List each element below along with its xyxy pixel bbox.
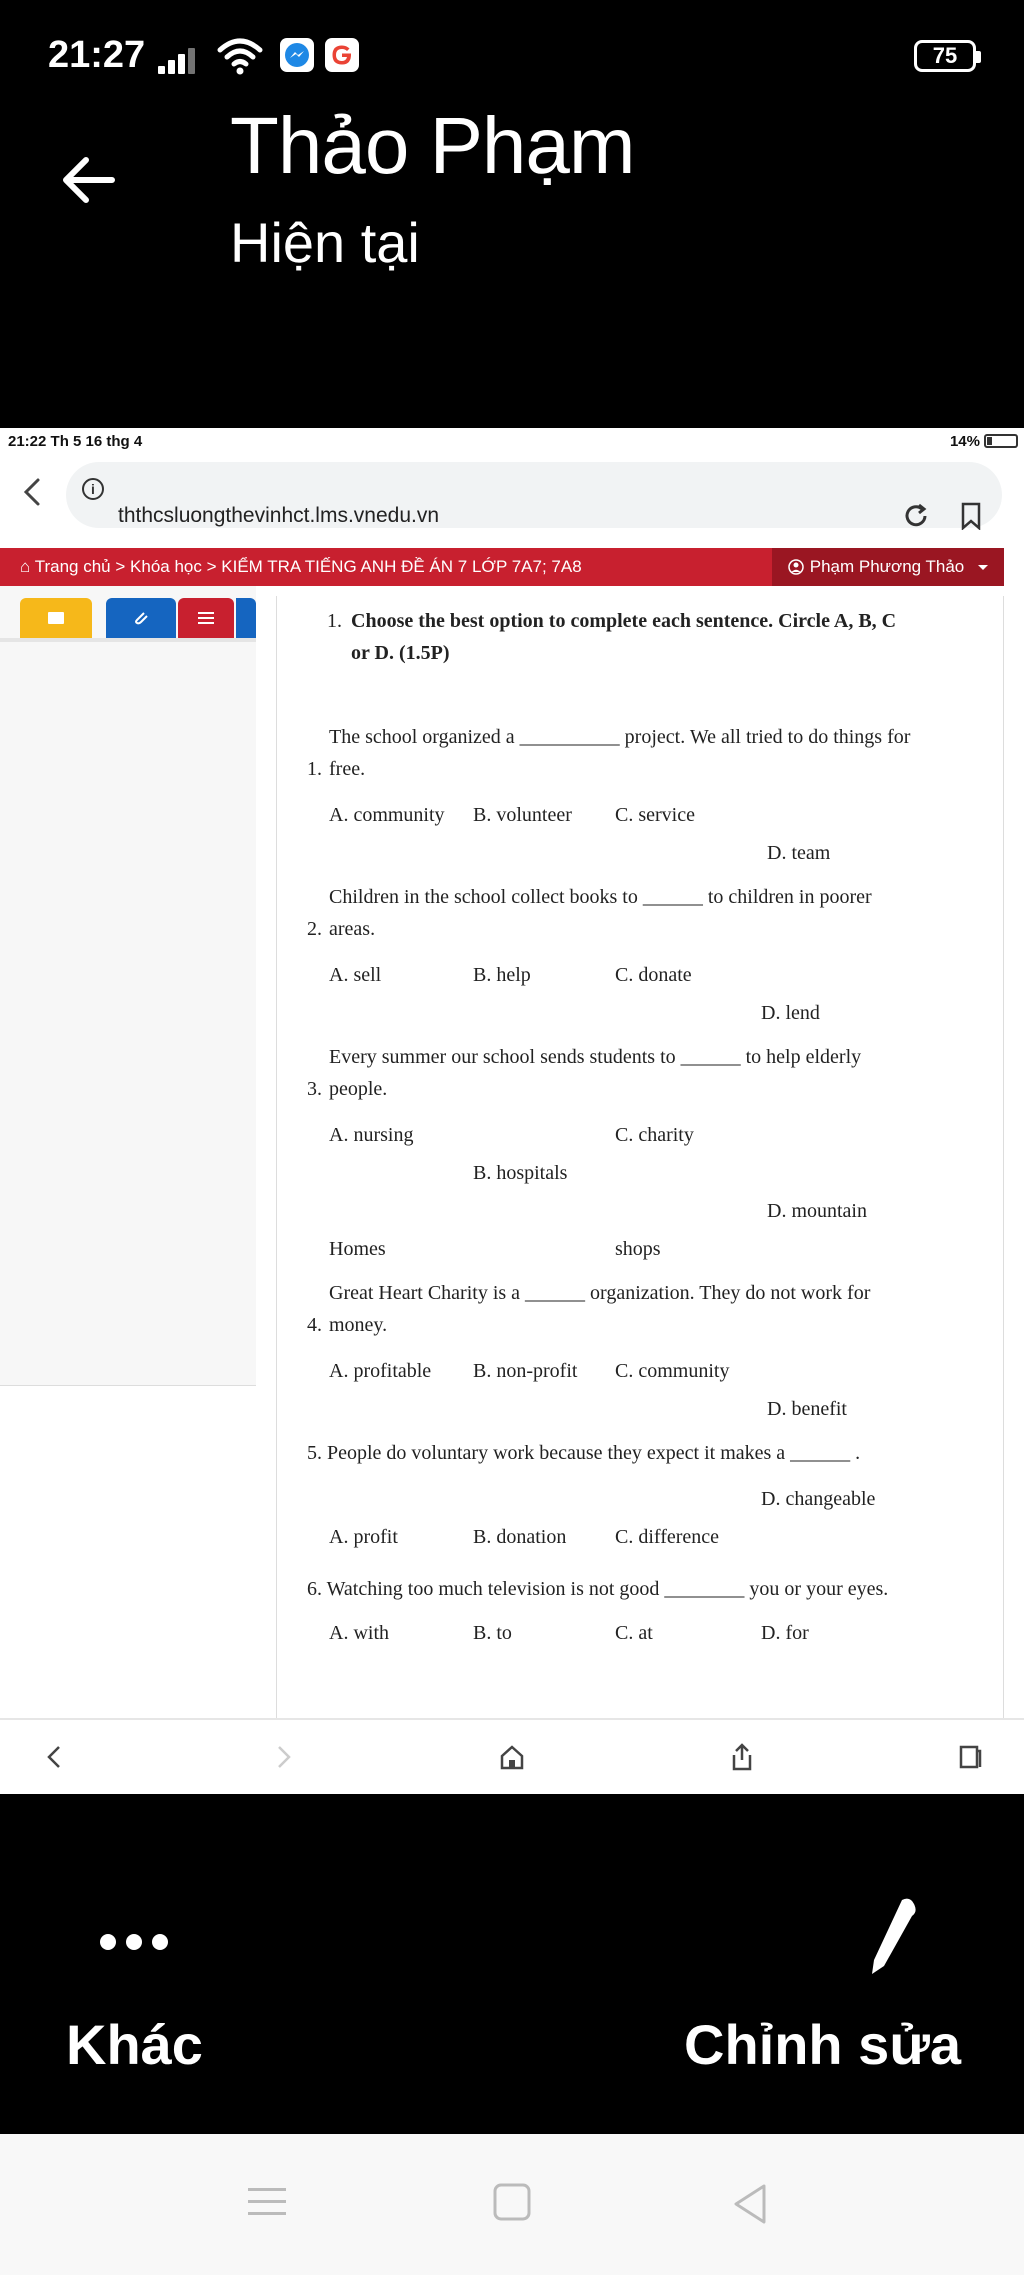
question-3-option-b[interactable]: B. hospitals <box>473 1162 568 1184</box>
pencil-icon[interactable] <box>862 1894 922 1980</box>
question-1-option-b[interactable]: B. volunteer <box>473 804 572 826</box>
question-3-option-a-cont: Homes <box>329 1238 386 1260</box>
menu-tab-button[interactable] <box>178 598 234 638</box>
question-4-option-c[interactable]: C. community <box>615 1360 730 1382</box>
notebook-tab-button[interactable] <box>20 598 92 638</box>
more-options-icon[interactable] <box>100 1934 168 1950</box>
battery-indicator: 75 <box>914 40 976 72</box>
question-2-option-a[interactable]: A. sell <box>329 964 382 986</box>
question-5-option-c[interactable]: C. difference <box>615 1526 720 1548</box>
question-4-text: Great Heart Charity is a ______ organization. They do not work for <box>329 1282 871 1304</box>
breadcrumb-separator: > <box>115 557 126 576</box>
reload-icon[interactable] <box>902 502 930 530</box>
question-3-option-d[interactable]: D. mountain <box>767 1200 867 1222</box>
question-1-number: 1. <box>307 758 322 780</box>
section-number: 1. <box>327 610 342 632</box>
question-5-option-a[interactable]: A. profit <box>329 1526 398 1548</box>
user-icon <box>788 559 804 575</box>
question-2-option-d[interactable]: D. lend <box>761 1002 820 1024</box>
question-6-option-c[interactable]: C. at <box>615 1622 653 1644</box>
shared-screenshot[interactable] <box>0 428 1024 1794</box>
signal-icon <box>158 44 204 74</box>
question-4-text-cont: money. <box>329 1314 388 1336</box>
sidebar <box>0 586 256 1386</box>
contact-name: Thảo Phạm <box>230 101 635 190</box>
section-heading-cont: or D. (1.5P) <box>351 642 450 664</box>
tablet-time: 21:22 Th 5 16 thg 4 <box>8 433 143 450</box>
question-4-option-b[interactable]: B. non-profit <box>473 1360 578 1382</box>
recent-apps-icon[interactable] <box>246 2182 288 2222</box>
question-4-option-a[interactable]: A. profitable <box>329 1360 432 1382</box>
share-icon[interactable] <box>727 1742 757 1772</box>
user-name: Phạm Phương Thảo <box>809 557 965 576</box>
bookmark-icon[interactable] <box>960 502 982 530</box>
question-1-option-d[interactable]: D. team <box>767 842 831 864</box>
notebook-icon <box>47 611 65 625</box>
exam-document <box>276 596 1004 1780</box>
question-1-text: The school organized a __________ project. We all tried to do things for <box>329 726 911 748</box>
nav-forward-icon[interactable] <box>268 1742 298 1772</box>
question-5-text: 5. People do voluntary work because they expect it makes a ______ . <box>307 1442 861 1464</box>
question-6-option-d[interactable]: D. for <box>761 1622 809 1644</box>
attachment-tab-button[interactable] <box>106 598 176 638</box>
question-4-number: 4. <box>307 1314 322 1336</box>
more-button[interactable]: Khác <box>66 2013 203 2076</box>
question-2-text-cont: areas. <box>329 918 376 940</box>
breadcrumb-current[interactable]: KIỂM TRA TIẾNG ANH ĐỀ ÁN 7 LỚP 7A7; 7A8 <box>221 557 582 576</box>
back-nav-icon[interactable] <box>730 2182 770 2226</box>
sidebar-divider <box>0 638 256 642</box>
system-navigation-bar <box>0 2134 1024 2275</box>
home-nav-icon[interactable] <box>492 2182 532 2222</box>
question-3-option-c-cont: shops <box>615 1238 661 1260</box>
status-time: 21:27 <box>48 34 146 76</box>
home-icon[interactable] <box>497 1742 527 1772</box>
outer-status-bar <box>0 0 1024 100</box>
site-info-icon[interactable]: i <box>82 478 104 500</box>
tablet-battery-text: 14% <box>949 433 980 450</box>
google-icon <box>325 38 359 72</box>
chevron-down-icon <box>978 565 988 570</box>
question-6-text: 6. Watching too much television is not good ________ you or your eyes. <box>307 1578 889 1600</box>
browser-toolbar <box>0 458 1024 527</box>
presence-status: Hiện tại <box>230 211 420 274</box>
tablet-battery-icon <box>984 434 1018 448</box>
messenger-icon <box>280 38 314 72</box>
extra-tab-button[interactable] <box>236 598 256 638</box>
question-2-option-c[interactable]: C. donate <box>615 964 692 986</box>
question-3-option-a[interactable]: A. nursing <box>329 1124 414 1146</box>
question-6-option-a[interactable]: A. with <box>329 1622 389 1644</box>
question-3-option-c[interactable]: C. charity <box>615 1124 694 1146</box>
wifi-icon <box>216 36 264 76</box>
user-menu[interactable] <box>772 548 1004 586</box>
home-icon: ⌂ <box>20 557 31 576</box>
breadcrumb <box>0 548 1004 586</box>
question-2-text: Children in the school collect books to ______ to children in poorer <box>329 886 872 908</box>
question-3-number: 3. <box>307 1078 322 1100</box>
tabs-icon[interactable] <box>955 1742 985 1772</box>
question-5-option-b[interactable]: B. donation <box>473 1526 567 1548</box>
question-4-option-d[interactable]: D. benefit <box>767 1398 847 1420</box>
back-arrow-icon[interactable] <box>58 150 118 210</box>
image-actions-bar <box>0 1794 1024 2134</box>
question-1-option-a[interactable]: A. community <box>329 804 445 826</box>
question-2-number: 2. <box>307 918 322 940</box>
question-3-text-cont: people. <box>329 1078 388 1100</box>
browser-back-icon[interactable] <box>18 476 46 508</box>
breadcrumb-course[interactable]: Khóa học <box>130 557 202 576</box>
nav-back-icon[interactable] <box>40 1742 70 1772</box>
url-text[interactable]: ththcsluongthevinhct.lms.vnedu.vn <box>118 504 440 527</box>
paperclip-icon <box>132 609 150 627</box>
question-3-text: Every summer our school sends students to ______ to help elderly <box>329 1046 862 1068</box>
section-heading: Choose the best option to complete each sentence. Circle A, B, C <box>351 610 897 632</box>
question-6-option-b[interactable]: B. to <box>473 1622 512 1644</box>
edit-button[interactable]: Chỉnh sửa <box>684 2013 962 2076</box>
breadcrumb-home[interactable]: Trang chủ <box>34 557 111 576</box>
tablet-status-bar <box>0 428 1024 454</box>
question-1-text-cont: free. <box>329 758 366 780</box>
question-2-option-b[interactable]: B. help <box>473 964 531 986</box>
menu-icon <box>197 610 215 626</box>
question-5-option-d[interactable]: D. changeable <box>761 1488 876 1510</box>
breadcrumb-separator: > <box>206 557 217 576</box>
browser-bottom-nav <box>0 1718 1024 1794</box>
question-1-option-c[interactable]: C. service <box>615 804 695 826</box>
